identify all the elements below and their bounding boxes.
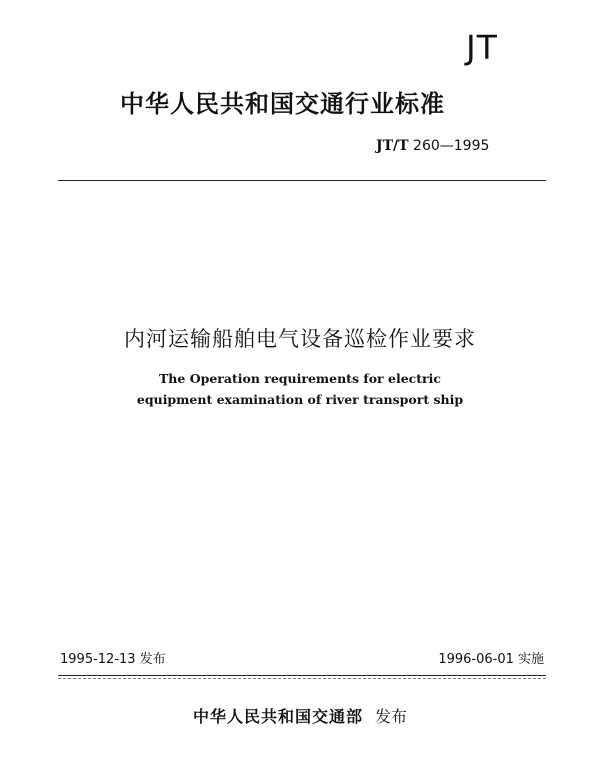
issuer-action: 发布 [375,707,408,726]
implement-date: 1996-06-01 实施 [438,652,544,667]
standard-number-prefix: JT/T [376,138,409,154]
footer-divider [58,675,546,676]
standard-number [376,136,546,156]
document-title-english-line2: equipment examination of river transport ship [136,392,464,407]
standard-logo: JT [466,28,498,67]
issuer-name: 中华人民共和国交通部 [192,707,363,726]
document-title-english [0,368,600,410]
issuing-authority [0,704,600,730]
header-divider [58,180,546,181]
document-title-chinese: 内河运输船舶电气设备巡检作业要求 [124,327,476,351]
publish-date: 1995-12-13 发布 [60,652,166,667]
standard-category-title: 中华人民共和国交通行业标准 [120,89,445,118]
standard-number-value: 260—1995 [413,138,490,154]
footer-divider-secondary [58,678,546,679]
document-title-english-line1: The Operation requirements for electric [159,371,441,386]
